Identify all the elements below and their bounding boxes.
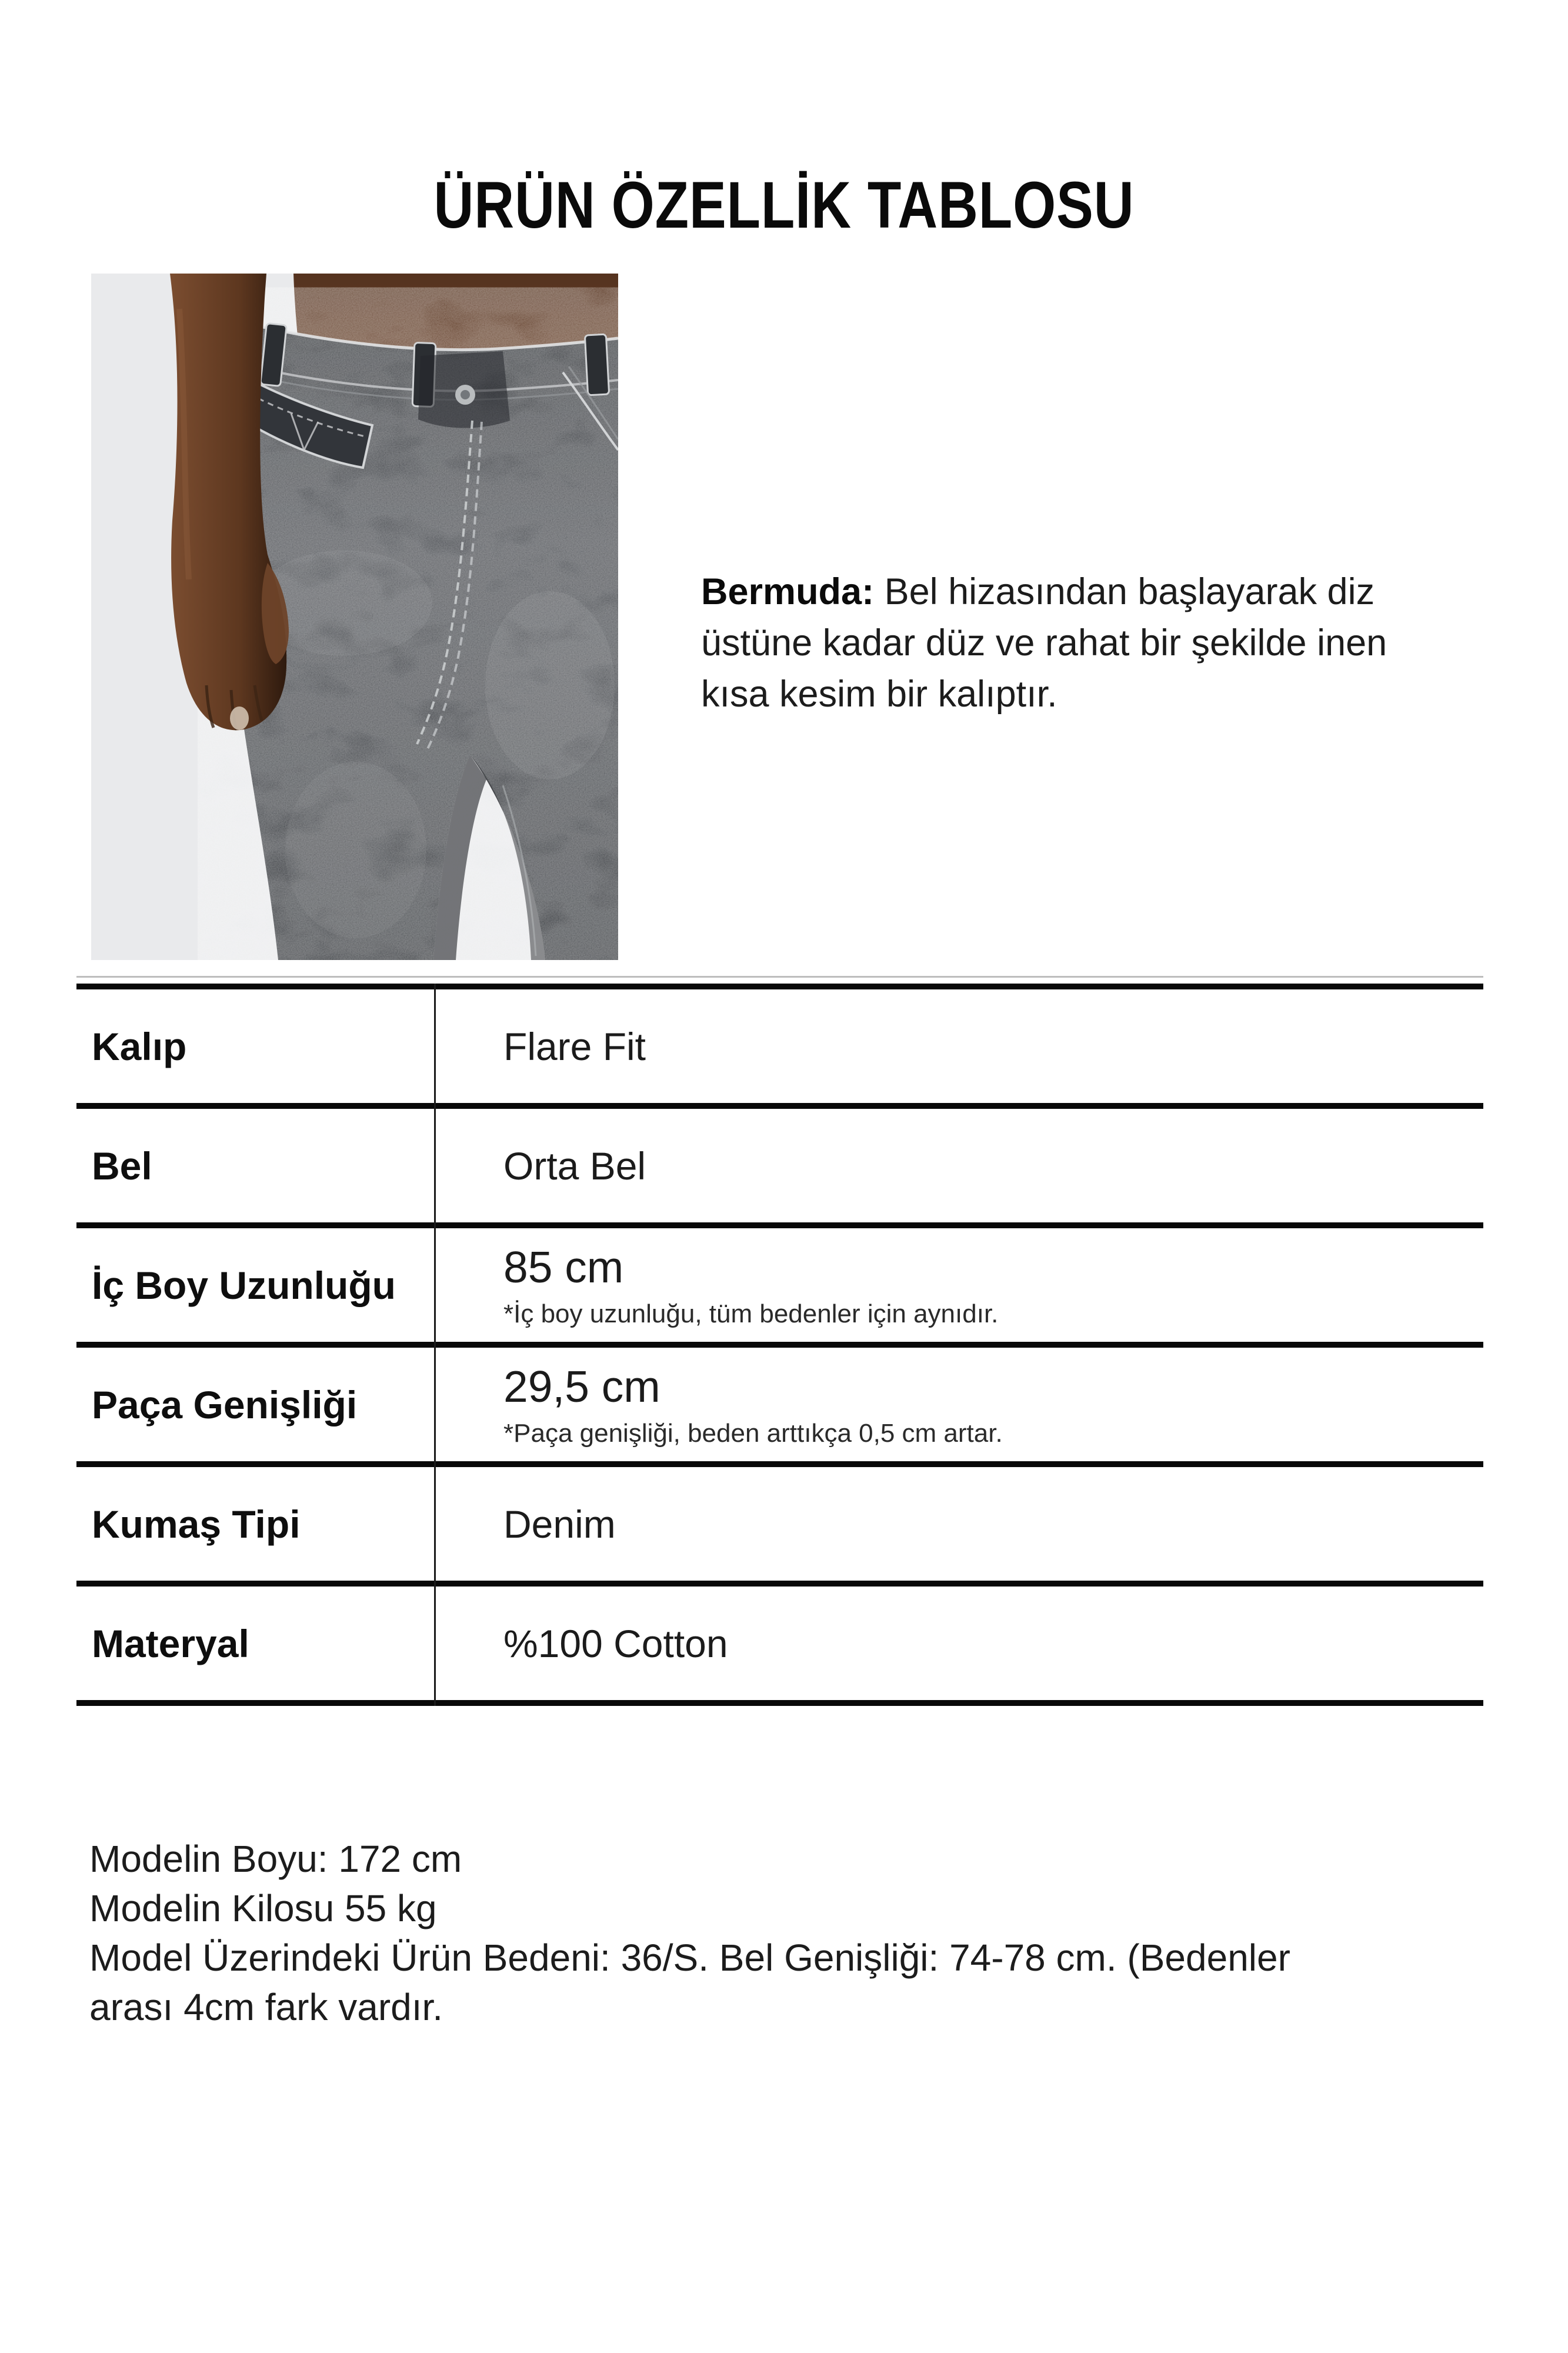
- model-size-line-2: arası 4cm fark vardır.: [89, 1986, 443, 2028]
- model-weight-line: Modelin Kilosu 55 kg: [89, 1887, 437, 1929]
- model-height-line: Modelin Boyu: 172 cm: [89, 1838, 462, 1880]
- spec-value: %100 Cotton: [503, 1621, 728, 1665]
- model-info: [89, 1834, 1290, 2032]
- table-row-ic-boy: [76, 1222, 1483, 1342]
- column-divider: [434, 984, 436, 1706]
- page-title: ÜRÜN ÖZELLİK TABLOSU: [433, 168, 1135, 242]
- table-row-materyal: [76, 1581, 1483, 1700]
- spec-label: İç Boy Uzunluğu: [92, 1263, 396, 1307]
- spec-value: 29,5 cm *Paça genişliği, beden arttıkça 0,5 cm artar.: [434, 1348, 1483, 1461]
- spec-value: Flare Fit: [503, 1024, 646, 1068]
- spec-value: Orta Bel: [503, 1144, 646, 1188]
- fit-description: [701, 566, 1449, 720]
- table-row-paca: [76, 1342, 1483, 1461]
- spec-label: Paça Genişliği: [92, 1382, 358, 1427]
- table-row-bel: [76, 1103, 1483, 1222]
- fit-description-lead: Bermuda:: [701, 571, 875, 612]
- fit-description-text: Bel hizasından başlayarak diz üstüne kadar düz ve rahat bir şekilde inen kısa kesim bir kalıptır.: [701, 571, 1387, 715]
- product-photo: [91, 274, 618, 960]
- spec-table: [76, 984, 1483, 1706]
- spec-label: Kalıp: [92, 1024, 187, 1068]
- jeans-photo-illustration: [91, 274, 618, 960]
- table-row-kumas: [76, 1461, 1483, 1581]
- spec-note: *Paça genişliği, beden arttıkça 0,5 cm artar.: [503, 1418, 1003, 1448]
- table-row-kalip: [76, 984, 1483, 1103]
- spec-value: Denim: [503, 1502, 616, 1546]
- spec-label: Materyal: [92, 1621, 249, 1665]
- spec-value: 85 cm *İç boy uzunluğu, tüm bedenler için aynıdır.: [434, 1228, 1483, 1342]
- spec-note: *İç boy uzunluğu, tüm bedenler için aynıdır.: [503, 1299, 999, 1328]
- spec-label: Bel: [92, 1144, 152, 1188]
- spec-label: Kumaş Tipi: [92, 1502, 301, 1546]
- model-size-line: Model Üzerindeki Ürün Bedeni: 36/S. Bel Genişliği: 74-78 cm. (Bedenler: [89, 1937, 1290, 1979]
